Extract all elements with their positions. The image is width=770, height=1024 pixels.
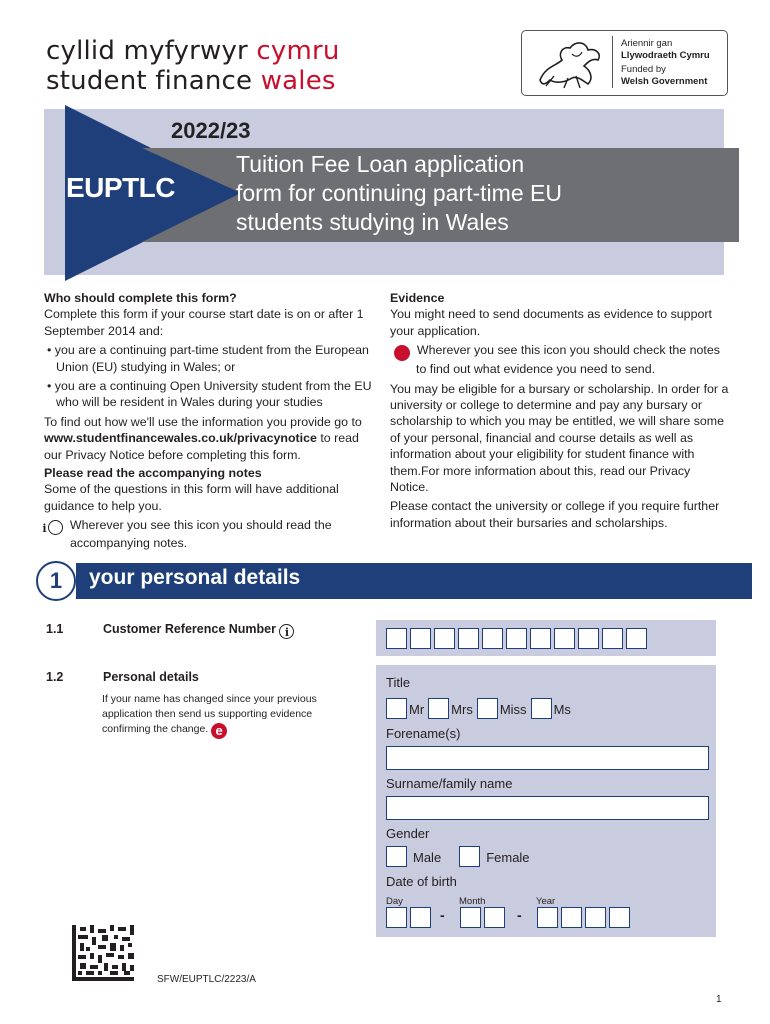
logo-divider bbox=[612, 36, 613, 88]
crn-digit-box[interactable] bbox=[386, 628, 407, 649]
q1-2-label: Personal details bbox=[103, 670, 199, 684]
brand-english-prefix: student finance bbox=[46, 66, 261, 96]
q1-2-number: 1.2 bbox=[46, 670, 64, 684]
title-option-label: Mr bbox=[409, 702, 425, 717]
gov-line1: Ariennir gan bbox=[621, 38, 673, 49]
crn-digit-box[interactable] bbox=[410, 628, 431, 649]
2d-barcode-icon bbox=[72, 925, 134, 981]
crn-digit-box[interactable] bbox=[554, 628, 575, 649]
who-should-complete bbox=[44, 290, 374, 552]
dob-day-boxes bbox=[386, 907, 434, 933]
form-title-line2: form for continuing part-time EU bbox=[236, 180, 562, 206]
dob-year-boxes bbox=[537, 907, 633, 933]
gov-line3: Funded by bbox=[621, 64, 666, 75]
dob-separator: - bbox=[517, 907, 522, 923]
brand-welsh bbox=[46, 36, 340, 66]
title-option-label: Ms bbox=[553, 702, 571, 717]
dob-year-digit[interactable] bbox=[609, 907, 630, 928]
crn-digit-box[interactable] bbox=[458, 628, 479, 649]
privacy-pre: To find out how we'll use the information you provide go to bbox=[44, 414, 362, 429]
privacy-post: to read our Privacy Notice before completing this form. bbox=[44, 431, 359, 462]
info-icon: i bbox=[48, 520, 63, 535]
notes-text: Some of the questions in this form will have additional guidance to help you. bbox=[44, 482, 339, 513]
dob-day-label: Day bbox=[386, 896, 403, 907]
contact-text: Please contact the university or college if you require further information about their bursaries and scholarships. bbox=[390, 499, 720, 530]
crn-digit-box[interactable] bbox=[578, 628, 599, 649]
gov-line2: Llywodraeth Cymru bbox=[621, 50, 710, 61]
bullet-open-university: • you are a continuing Open University student from the EU who will be resident in Wales during your studies bbox=[47, 379, 372, 410]
crn-digit-box[interactable] bbox=[530, 628, 551, 649]
gender-checkbox-male[interactable] bbox=[386, 846, 407, 867]
bullet-eu-student: • you are a continuing part-time student from the European Union (EU) studying in Wales; or bbox=[47, 343, 369, 374]
forename-label: Forename(s) bbox=[386, 726, 461, 741]
forename-field[interactable] bbox=[386, 746, 709, 770]
form-title-line1: Tuition Fee Loan application bbox=[236, 151, 525, 177]
title-checkbox-mr[interactable] bbox=[386, 698, 407, 719]
evidence-icon: e bbox=[211, 723, 227, 739]
crn-digit-box[interactable] bbox=[602, 628, 623, 649]
name-change-hint bbox=[102, 692, 352, 739]
dob-year-digit[interactable] bbox=[561, 907, 582, 928]
section-number: 1 bbox=[36, 561, 76, 601]
gender-option-label: Female bbox=[486, 850, 530, 865]
surname-label: Surname/family name bbox=[386, 776, 513, 791]
academic-year: 2022/23 bbox=[171, 118, 251, 143]
evidence-heading: Evidence bbox=[390, 291, 445, 305]
page-number: 1 bbox=[716, 994, 722, 1005]
evidence-section bbox=[387, 290, 730, 531]
privacy-link[interactable]: www.studentfinancewales.co.uk/privacynotice bbox=[44, 431, 317, 446]
evidence-icon: e bbox=[394, 345, 410, 361]
bursary-text: You may be eligible for a bursary or scholarship. In order for a university or college to determine and pay any bursary or scholarship to which you may be entitled, we will share some of your personal, financial and course details as well as information about your eligibility for student finance with them.For more information about this, read our Privacy Notice. bbox=[390, 381, 729, 495]
evidence-icon-text: Wherever you see this icon you should check the notes to find out what evidence you need to send. bbox=[416, 343, 720, 377]
crn-digit-box[interactable] bbox=[506, 628, 527, 649]
surname-field[interactable] bbox=[386, 796, 709, 820]
title-option-label: Mrs bbox=[451, 702, 473, 717]
title-checkbox-ms[interactable] bbox=[531, 698, 552, 719]
name-change-hint-text: If your name has changed since your previous application then send us supporting evidence confirming the change. bbox=[102, 693, 317, 735]
form-code: EUPTLC bbox=[66, 172, 175, 203]
dob-day-digit[interactable] bbox=[410, 907, 431, 928]
gender-options bbox=[386, 846, 548, 867]
dob-year-digit[interactable] bbox=[585, 907, 606, 928]
gender-checkbox-female[interactable] bbox=[459, 846, 480, 867]
who-heading: Who should complete this form? bbox=[44, 291, 237, 305]
dob-label: Date of birth bbox=[386, 874, 457, 889]
dob-month-label: Month bbox=[459, 896, 486, 907]
evidence-icon-paragraph bbox=[387, 342, 730, 377]
gov-line4: Welsh Government bbox=[621, 76, 708, 87]
brand-welsh-prefix: cyllid myfyrwyr bbox=[46, 36, 257, 66]
gender-option-label: Male bbox=[413, 850, 442, 865]
crn-input-boxes bbox=[386, 628, 650, 650]
evidence-text: You might need to send documents as evidence to support your application. bbox=[390, 307, 712, 338]
notes-icon-paragraph bbox=[44, 517, 374, 551]
form-title-line3: students studying in Wales bbox=[236, 209, 509, 235]
dob-year-digit[interactable] bbox=[537, 907, 558, 928]
dob-month-digit[interactable] bbox=[484, 907, 505, 928]
crn-label: Customer Reference Number bbox=[103, 622, 276, 636]
dob-day-digit[interactable] bbox=[386, 907, 407, 928]
dob-separator: - bbox=[440, 907, 445, 923]
brand-english-accent: wales bbox=[260, 66, 336, 96]
crn-digit-box[interactable] bbox=[434, 628, 455, 649]
dob-month-digit[interactable] bbox=[460, 907, 481, 928]
section-title: your personal details bbox=[89, 566, 301, 589]
q1-1-label bbox=[103, 622, 294, 639]
title-options bbox=[386, 698, 575, 719]
crn-digit-box[interactable] bbox=[626, 628, 647, 649]
title-checkbox-mrs[interactable] bbox=[428, 698, 449, 719]
gender-label: Gender bbox=[386, 826, 430, 841]
dob-month-boxes bbox=[460, 907, 508, 933]
notes-heading: Please read the accompanying notes bbox=[44, 466, 262, 481]
privacy-paragraph bbox=[44, 414, 374, 463]
form-title bbox=[236, 150, 726, 237]
title-checkbox-miss[interactable] bbox=[477, 698, 498, 719]
dob-year-label: Year bbox=[536, 896, 556, 907]
info-icon: i bbox=[279, 624, 294, 639]
title-label: Title bbox=[386, 675, 411, 690]
brand-english bbox=[46, 66, 336, 96]
who-intro: Complete this form if your course start date is on or after 1 September 2014 and: bbox=[44, 307, 364, 338]
notes-icon-text: Wherever you see this icon you should read the accompanying notes. bbox=[69, 518, 332, 551]
brand-welsh-accent: cymru bbox=[256, 36, 340, 66]
welsh-dragon-icon bbox=[532, 36, 606, 90]
form-reference: SFW/EUPTLC/2223/A bbox=[157, 974, 256, 985]
title-option-label: Miss bbox=[499, 702, 527, 717]
crn-digit-box[interactable] bbox=[482, 628, 503, 649]
q1-1-number: 1.1 bbox=[46, 622, 64, 636]
